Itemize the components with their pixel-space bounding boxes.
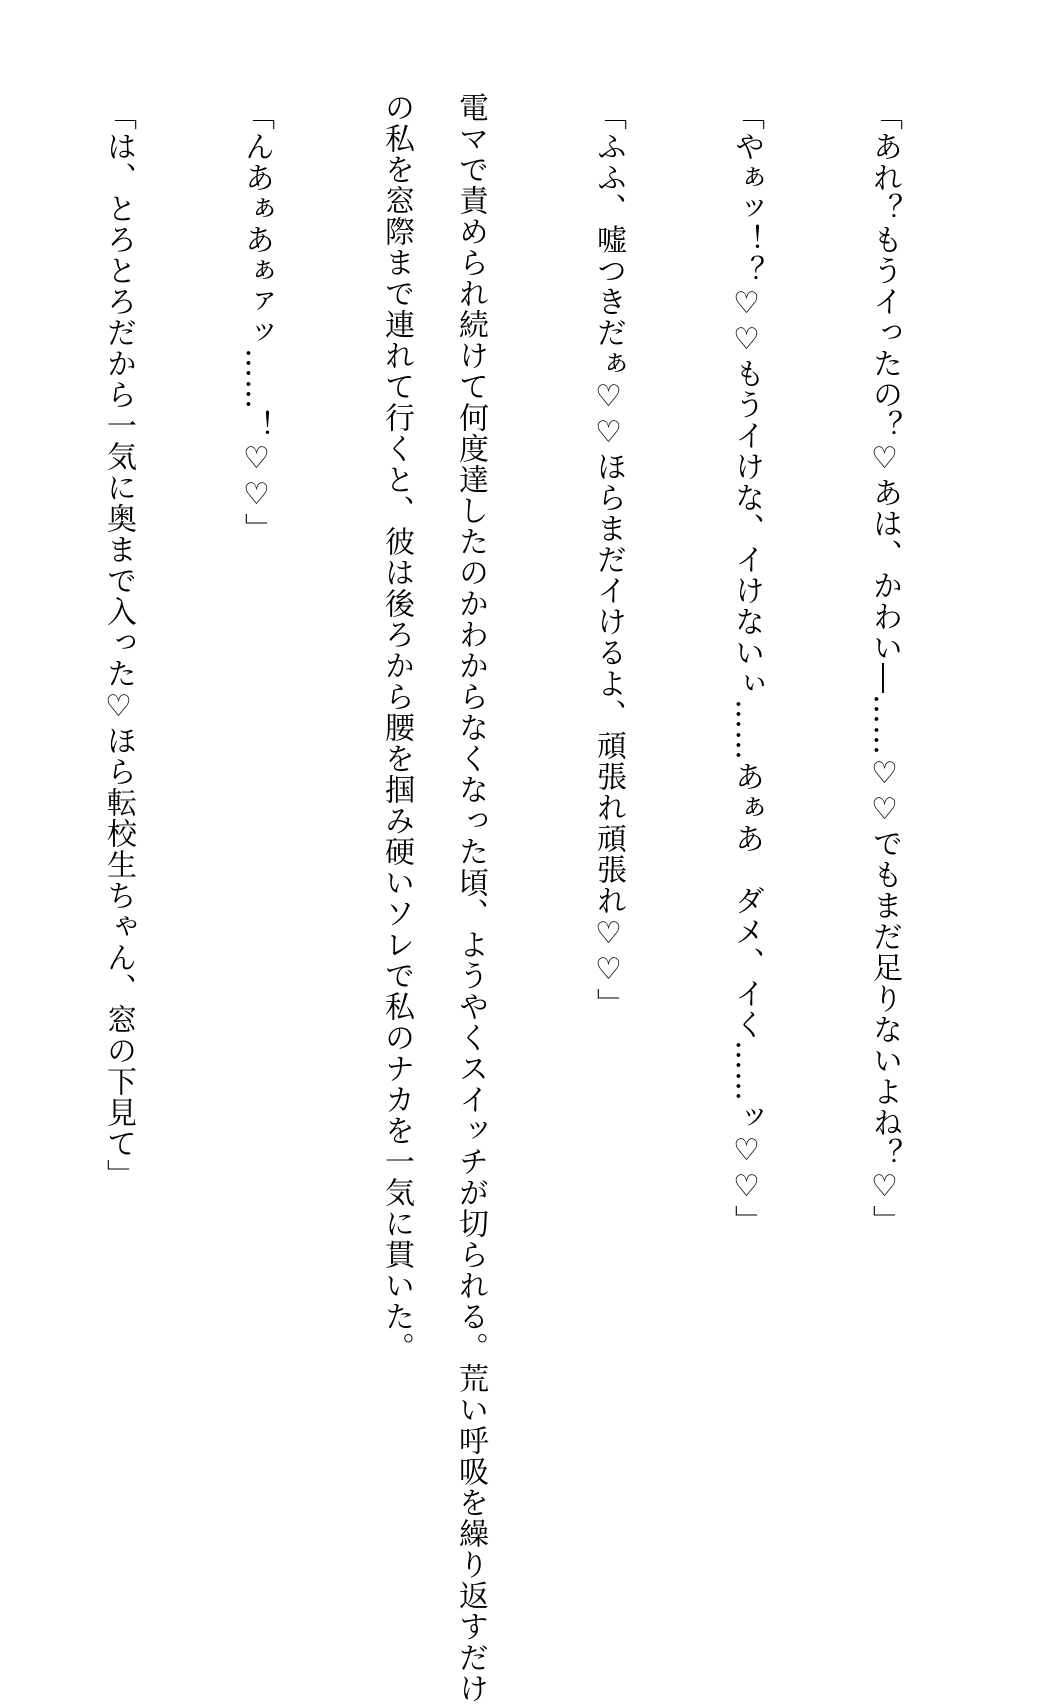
dialogue-line-4: 「んあぁあぁァッ……！♡♡」 — [239, 100, 274, 544]
dialogue-line-3: 「ふふ、嘘つきだぁ♡♡ほらまだイけるよ、頑張れ頑張れ♡♡」 — [591, 100, 626, 1019]
narration-line-1: 電マで責められ続けて何度達したのかわからなくなった頃、ようやくスイッチが切られる。荒い呼吸を繰り返すだけ — [453, 92, 488, 1704]
dialogue-line-5: 「は、とろとろだから一気に奥まで入った♡ほら転校生ちゃん、窓の下見て」 — [101, 100, 136, 1190]
dialogue-line-1: 「あれ？もうイったの？♡あは、かわい―……♡♡でもまだ足りないよね？♡」 — [867, 100, 902, 1236]
dialogue-line-2: 「やぁッ！？♡♡もうイけな、イけないぃ……あぁあ ダメ、イく……ッ♡♡」 — [729, 100, 764, 1236]
narration-line-2: の私を窓際まで連れて行くと、彼は後ろから腰を掴み硬いソレで私のナカを一気に貫いた。 — [379, 92, 414, 1363]
